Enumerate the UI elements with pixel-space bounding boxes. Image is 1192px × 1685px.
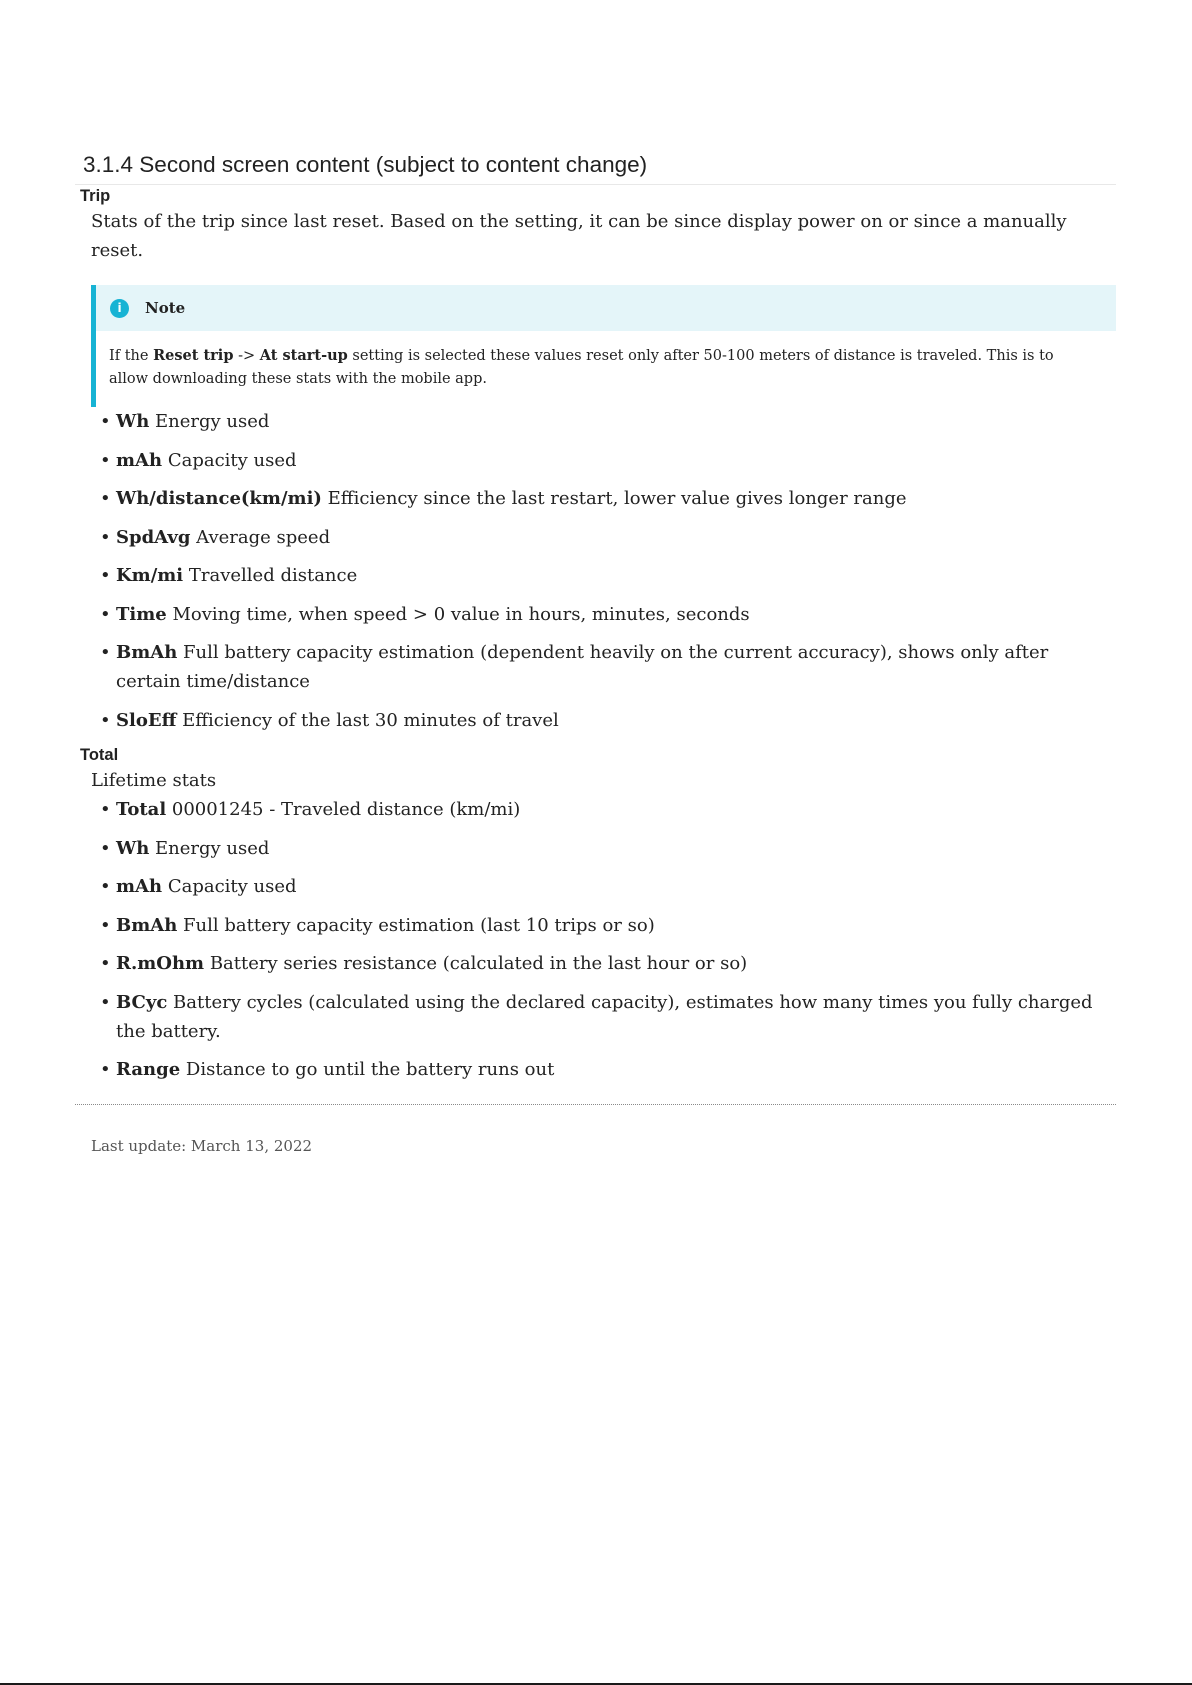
- item-term: BmAh: [116, 914, 178, 936]
- total-description: Lifetime stats: [91, 770, 217, 791]
- list-item: [116, 911, 1116, 940]
- item-desc: Travelled distance: [183, 565, 358, 586]
- last-update-text: Last update: March 13, 2022: [91, 1137, 313, 1155]
- note-text-arrow: ->: [233, 348, 260, 364]
- item-desc: Full battery capacity estimation (last 10 trips or so): [177, 914, 655, 936]
- list-item: [116, 600, 1116, 629]
- item-term: mAh: [116, 449, 163, 471]
- item-term: BmAh: [116, 642, 178, 663]
- item-term: Total: [116, 799, 167, 820]
- item-term: mAh: [116, 876, 163, 897]
- item-term: SpdAvg: [116, 526, 191, 548]
- item-term: Wh: [116, 411, 150, 432]
- list-item: [116, 872, 1116, 901]
- list-item: [116, 638, 1116, 696]
- item-desc: Moving time, when speed > 0 value in hours, minutes, seconds: [166, 603, 750, 625]
- note-text-before: If the: [109, 348, 154, 364]
- item-desc: Battery cycles (calculated using the declared capacity), estimates how many times you fully charged the battery.: [116, 991, 1093, 1042]
- list-item: [116, 834, 1116, 863]
- item-term: Time: [116, 603, 167, 625]
- list-item: [116, 523, 1116, 552]
- note-bold-at-start-up: At start-up: [259, 347, 348, 364]
- note-body: [96, 331, 1116, 407]
- trip-description: Stats of the trip since last reset. Based on the setting, it can be since display power on or since a manually reset.: [91, 211, 1067, 261]
- list-item: [116, 561, 1116, 590]
- note-title: Note: [145, 299, 186, 317]
- item-term: BCyc: [116, 991, 168, 1013]
- list-item: [116, 988, 1116, 1046]
- footer-divider: [75, 1104, 1116, 1105]
- note-admonition: [91, 285, 1116, 407]
- list-item: [116, 949, 1116, 978]
- trip-stats-list: [75, 407, 1116, 735]
- note-text-after: setting is selected these values reset only after 50-100 meters of distance is traveled. This is to allow downloading these stats with the mobile app.: [109, 348, 1054, 387]
- item-desc: Energy used: [149, 411, 270, 432]
- item-term: Range: [116, 1059, 181, 1080]
- total-stats-list: [75, 795, 1116, 1084]
- list-item: [116, 706, 1116, 735]
- total-heading: Total: [80, 746, 119, 764]
- item-desc: Battery series resistance (calculated in the last hour or so): [204, 953, 748, 974]
- item-desc: Efficiency since the last restart, lower value gives longer range: [321, 488, 907, 509]
- item-desc: 00001245 - Traveled distance (km/mi): [166, 799, 521, 820]
- item-desc: Efficiency of the last 30 minutes of travel: [176, 709, 559, 731]
- item-desc: Capacity used: [162, 876, 297, 897]
- item-desc: Full battery capacity estimation (dependent heavily on the current accuracy), shows only after certain time/distance: [116, 642, 1049, 692]
- list-item: [116, 1055, 1116, 1084]
- item-desc: Average speed: [190, 526, 331, 548]
- item-desc: Capacity used: [162, 449, 297, 471]
- item-term: Wh/distance(km/mi): [116, 488, 322, 509]
- note-bold-reset-trip: Reset trip: [153, 347, 234, 364]
- item-desc: Distance to go until the battery runs out: [180, 1059, 555, 1080]
- trip-heading: Trip: [80, 187, 111, 205]
- section-title: 3.1.4 Second screen content (subject to content change): [75, 150, 1116, 185]
- list-item: [116, 407, 1116, 436]
- main-content: [75, 150, 1116, 1155]
- item-desc: Energy used: [149, 837, 270, 859]
- list-item: [116, 795, 1116, 824]
- info-icon: i: [110, 299, 129, 318]
- item-term: Wh: [116, 837, 150, 859]
- note-header: [96, 285, 1116, 331]
- item-term: SloEff: [116, 709, 177, 731]
- list-item: [116, 446, 1116, 475]
- item-term: Km/mi: [116, 565, 184, 586]
- item-term: R.mOhm: [116, 953, 205, 974]
- list-item: [116, 484, 1116, 513]
